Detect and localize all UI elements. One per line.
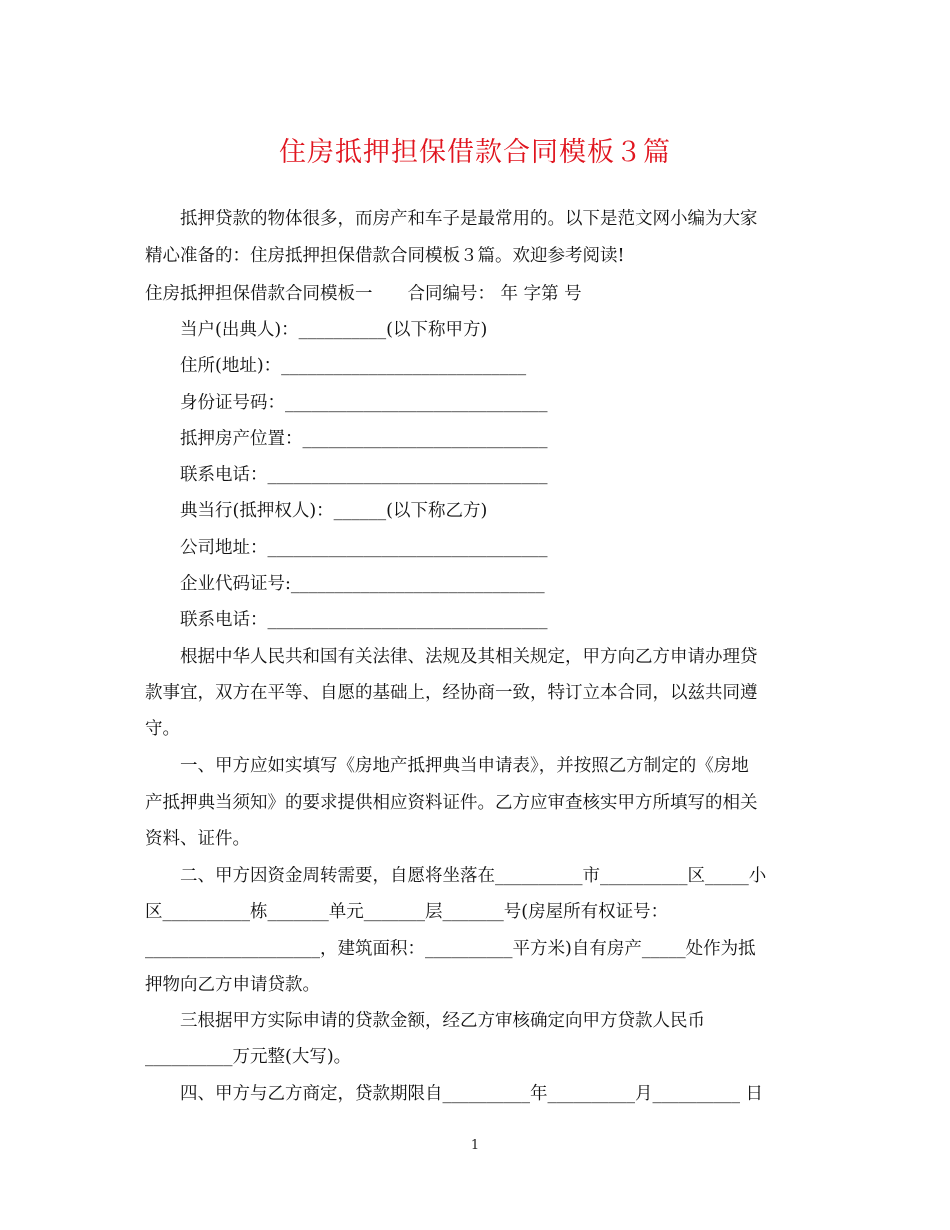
paragraph-line: 根据中华人民共和国有关法律、法规及其相关规定，甲方向乙方申请办理贷 (180, 647, 758, 667)
clause-four: 四、甲方与乙方商定，贷款期限自__________年__________月__________ 日 (180, 1084, 764, 1104)
field-phone-a: 联系电话：________________________________ (180, 465, 548, 485)
paragraph-line: 守。 (145, 719, 180, 739)
clause-one: 一、甲方应如实填写《房地产抵押典当申请表》，并按照乙方制定的《房地 (180, 756, 749, 776)
field-address: 住所(地址)：____________________________ (180, 356, 527, 376)
page-number: 1 (470, 1138, 480, 1153)
clause-three: __________万元整(大写)。 (145, 1047, 352, 1067)
clause-one: 资料、证件。 (145, 829, 250, 849)
clause-three: 三根据甲方实际申请的贷款金额，经乙方审核确定向甲方贷款人民币 (180, 1011, 705, 1031)
paragraph-line: 款事宜，双方在平等、自愿的基础上，经协商一致，特订立本合同，以兹共同遵 (145, 683, 758, 703)
clause-two: 二、甲方因资金周转需要，自愿将坐落在__________市__________区_____小 (180, 866, 767, 886)
contract-heading: 住房抵押担保借款合同模板一 合同编号： 年 字第 号 (145, 284, 582, 304)
field-pawner: 当户(出典人)：__________(以下称甲方) (180, 320, 488, 340)
clause-one: 产抵押典当须知》的要求提供相应资料证件。乙方应审查核实甲方所填写的相关 (145, 793, 758, 813)
field-company-address: 公司地址：________________________________ (180, 538, 548, 558)
clause-two: 区__________栋_______单元_______层_______号(房屋所有权证号： (145, 902, 669, 922)
field-property-location: 抵押房产位置：____________________________ (180, 429, 548, 449)
clause-two: ____________________，建筑面积：__________平方米)自有房产_____处作为抵 (145, 939, 756, 959)
field-company-code: 企业代码证号:_____________________________ (180, 574, 545, 594)
document-title: 住房抵押担保借款合同模板３篇 (279, 137, 671, 168)
clause-two: 押物向乙方申请贷款。 (145, 975, 320, 995)
field-phone-b: 联系电话：________________________________ (180, 610, 548, 630)
field-pawnshop: 典当行(抵押权人)：______(以下称乙方) (180, 501, 488, 521)
field-id-number: 身份证号码：______________________________ (180, 393, 548, 413)
paragraph-line: 精心准备的：住房抵押担保借款合同模板３篇。欢迎参考阅读! (145, 246, 625, 266)
paragraph-line: 抵押贷款的物体很多，而房产和车子是最常用的。以下是范文网小编为大家 (180, 209, 758, 229)
